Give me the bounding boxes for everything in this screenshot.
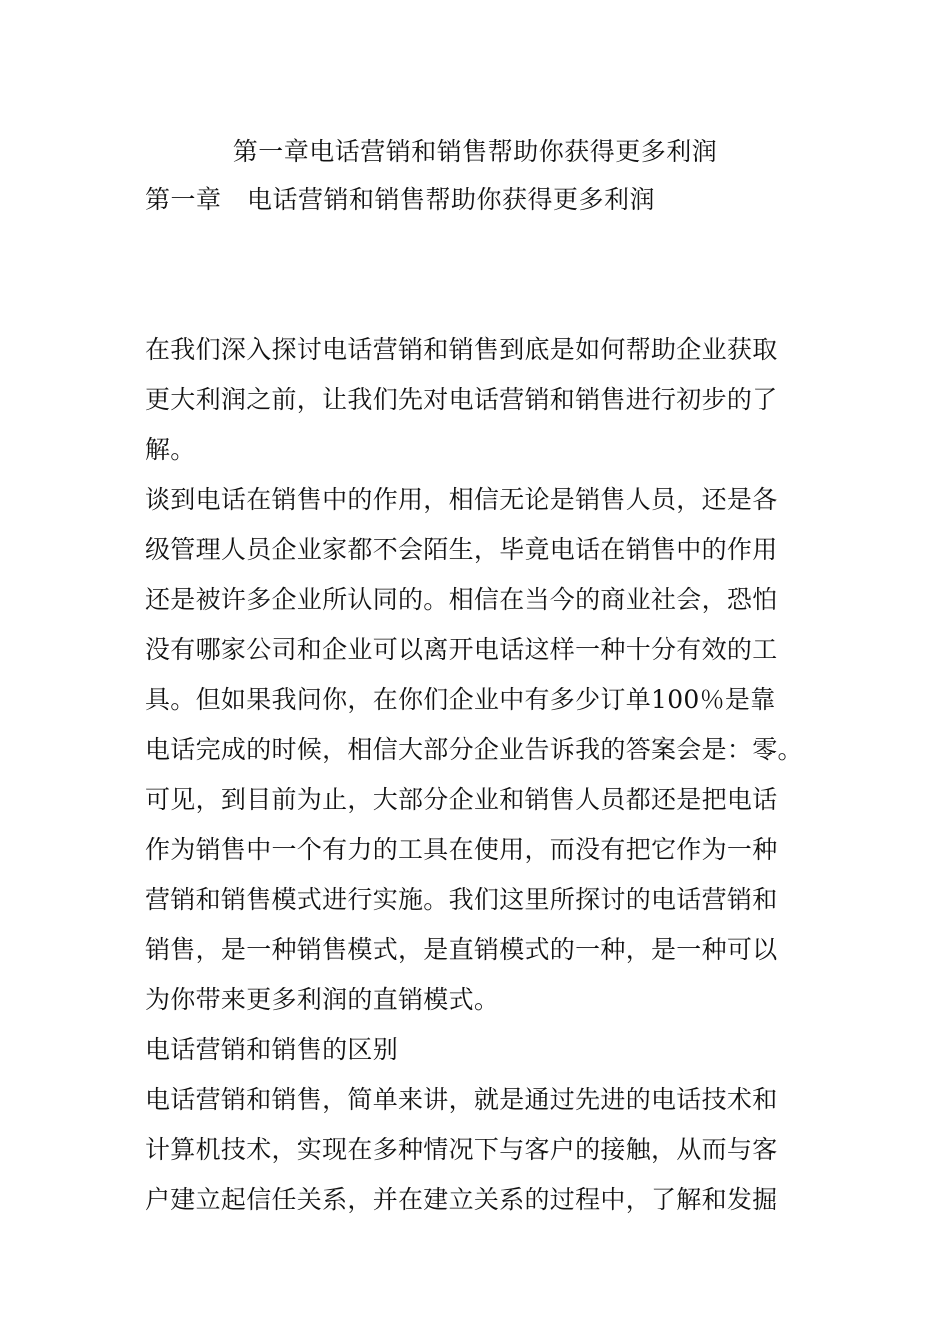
text-line: 电话营销和销售，简单来讲，就是通过先进的电话技术和	[145, 1085, 778, 1114]
text-line: 谈到电话在销售中的作用，相信无论是销售人员，还是各	[145, 485, 778, 514]
document-title: 第一章电话营销和销售帮助你获得更多利润	[232, 137, 718, 166]
text-line: 没有哪家公司和企业可以离开电话这样一种十分有效的工	[145, 635, 778, 664]
chapter-heading: 第一章 电话营销和销售帮助你获得更多利润	[145, 185, 656, 214]
text-line: 营销和销售模式进行实施。我们这里所探讨的电话营销和	[145, 885, 778, 914]
text-line: 级管理人员企业家都不会陌生，毕竟电话在销售中的作用	[145, 535, 778, 564]
text-line: 户建立起信任关系，并在建立关系的过程中，了解和发掘	[145, 1185, 778, 1214]
text-line: 更大利润之前，让我们先对电话营销和销售进行初步的了	[145, 385, 778, 414]
text-line: 可见，到目前为止，大部分企业和销售人员都还是把电话	[145, 785, 778, 814]
text-line: 在我们深入探讨电话营销和销售到底是如何帮助企业获取	[145, 335, 778, 364]
text-line: 解。	[145, 435, 196, 464]
body-text	[145, 325, 825, 1225]
text-line: 为你带来更多利润的直销模式。	[145, 985, 500, 1014]
text-line: 销售，是一种销售模式，是直销模式的一种，是一种可以	[145, 935, 778, 964]
text-line: 作为销售中一个有力的工具在使用，而没有把它作为一种	[145, 835, 778, 864]
section-heading: 电话营销和销售的区别	[145, 1035, 399, 1064]
text-line: 具。但如果我问你，在你们企业中有多少订单100％是靠	[145, 685, 776, 714]
text-line: 还是被许多企业所认同的。相信在当今的商业社会，恐怕	[145, 585, 778, 614]
text-line: 计算机技术，实现在多种情况下与客户的接触，从而与客	[145, 1135, 778, 1164]
text-line: 电话完成的时候，相信大部分企业告诉我的答案会是：零。	[145, 735, 803, 764]
